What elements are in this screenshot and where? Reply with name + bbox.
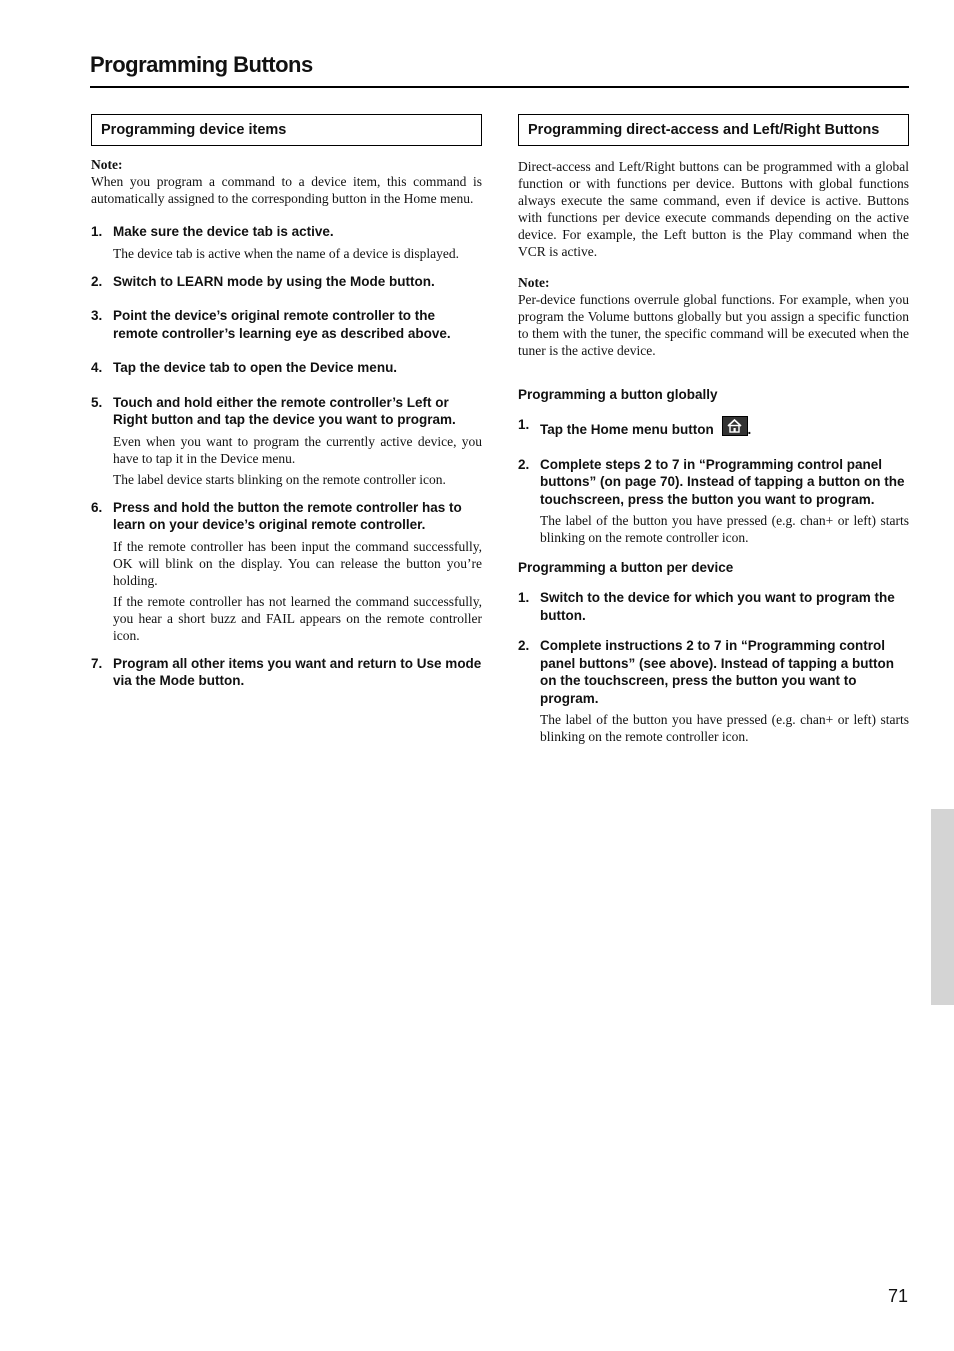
list-item bbox=[91, 499, 482, 534]
step-detail: The label device starts blinking on the remote controller icon. bbox=[113, 471, 446, 487]
note-text: Per-device functions overrule global functions. For example, when you program the Volume buttons globally but you assign a specific function to them with the tuner, the specific command will be executed when the tuner is the active device. bbox=[518, 292, 909, 358]
list-item bbox=[91, 307, 482, 342]
left-column bbox=[91, 114, 482, 690]
step-detail: The label of the button you have pressed (e.g. chan+ or left) starts blinking on the remote controller icon. bbox=[540, 513, 909, 545]
subheading-global: Programming a button globally bbox=[518, 387, 718, 402]
intro-text: Direct-access and Left/Right buttons can be programmed with a global function or with functions per device. Buttons with global functions always execute the same command, even if device is active. Buttons with functions per device execute commands depending on the active device. For example, the Left button is the Play command when the VCR is active. bbox=[518, 159, 909, 259]
page-number: 71 bbox=[887, 1286, 908, 1306]
step-list bbox=[91, 223, 482, 690]
home-icon bbox=[722, 416, 748, 436]
note-label: Note: bbox=[518, 275, 550, 290]
page-title: Programming Buttons bbox=[90, 52, 313, 77]
step-text: Tap the device tab to open the Device menu. bbox=[113, 360, 398, 375]
step-text: Switch to LEARN mode by using the Mode button. bbox=[113, 273, 435, 289]
note-label: Note: bbox=[91, 157, 123, 172]
step-number: 2. bbox=[518, 638, 530, 653]
step-text: Program all other items you want and return to Use mode via the Mode button. bbox=[113, 655, 482, 688]
step-number: 4. bbox=[91, 360, 103, 375]
step-number: 1. bbox=[91, 224, 103, 239]
note-text: When you program a command to a device item, this command is automatically assigned to the corresponding button in the Home menu. bbox=[91, 174, 482, 206]
step-detail: If the remote controller has not learned the command successfully, you hear a short buzz and FAIL appears on the remote controller icon. bbox=[113, 593, 482, 643]
step-number: 6. bbox=[91, 499, 103, 515]
right-column bbox=[518, 114, 909, 745]
side-tab bbox=[931, 809, 954, 1005]
step-text: Touch and hold either the remote controller’s Left or Right button and tap the device you want to program. bbox=[113, 394, 456, 427]
step-number: 3. bbox=[91, 308, 103, 323]
title-rule bbox=[90, 86, 909, 88]
step-text: Complete instructions 2 to 7 in “Programming control panel buttons” (see above). Instead of tapping a button on the touchscreen, press the button you want to program. bbox=[540, 638, 895, 706]
step-detail: Even when you want to program the currently active device, you have to tap it in the Device menu. bbox=[113, 433, 482, 466]
list-item bbox=[91, 394, 482, 429]
step-number: 2. bbox=[518, 456, 530, 472]
list-item bbox=[91, 359, 482, 377]
step-number: 5. bbox=[91, 394, 103, 410]
section-heading-direct-access: Programming direct-access and Left/Right Buttons bbox=[518, 114, 909, 146]
step-number: 1. bbox=[518, 590, 530, 605]
list-item bbox=[91, 655, 482, 690]
section-heading-device-items: Programming device items bbox=[91, 114, 482, 146]
step-text: Tap the Home menu button bbox=[540, 422, 714, 437]
list-item bbox=[518, 637, 909, 707]
list-item bbox=[91, 273, 482, 291]
step-text: Complete steps 2 to 7 in “Programming control panel buttons” (on page 70). Instead of tapping a button on the touchscreen, press the button you want to program. bbox=[540, 456, 905, 507]
subheading-per-device: Programming a button per device bbox=[518, 560, 734, 575]
list-item bbox=[518, 416, 909, 439]
list-item bbox=[518, 456, 909, 509]
step-detail: If the remote controller has been input the command successfully, OK will blink on the display. You can release the button you’re holding. bbox=[113, 538, 482, 588]
step-text: Make sure the device tab is active. bbox=[113, 224, 334, 239]
step-detail: The label of the button you have pressed (e.g. chan+ or left) starts blinking on the remote controller icon. bbox=[540, 712, 909, 744]
step-detail: The device tab is active when the name of a device is displayed. bbox=[113, 245, 459, 261]
step-number: 1. bbox=[518, 417, 530, 432]
step-number: 2. bbox=[91, 273, 103, 289]
step-text: Switch to the device for which you want to program the button. bbox=[540, 590, 895, 623]
step-text: Press and hold the button the remote controller has to learn on your device’s original remote controller. bbox=[113, 499, 462, 532]
step-suffix: . bbox=[747, 422, 752, 437]
step-number: 7. bbox=[91, 655, 103, 671]
step-text: Point the device’s original remote controller to the remote controller’s learning eye as described above. bbox=[113, 308, 451, 341]
list-item bbox=[91, 223, 482, 241]
list-item bbox=[518, 589, 909, 624]
